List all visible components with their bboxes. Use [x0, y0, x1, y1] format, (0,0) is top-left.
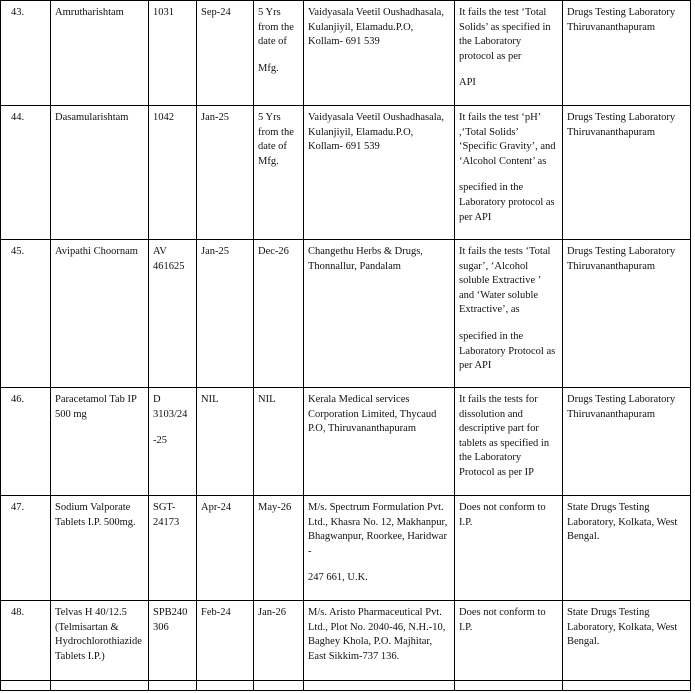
- drug-name-text: Dasamularishtam: [55, 112, 129, 123]
- batch-number-cell: [149, 240, 197, 388]
- drug-name-text: Sodium Valporate Tablets I.P. 500mg.: [55, 502, 136, 528]
- drug-name-cell: [51, 388, 149, 496]
- drug-name-cell: [51, 106, 149, 240]
- reason-text: Does not conform to I.P.: [459, 502, 546, 528]
- batch-number-text: -25: [153, 435, 167, 447]
- manufacture-date-cell: Feb-24: [197, 601, 254, 681]
- table-body: [1, 1, 691, 691]
- testing-lab-text: Drugs Testing Laboratory Thiruvananthapuram: [567, 7, 676, 33]
- expiry-date-text: Dec-26: [258, 246, 289, 257]
- manufacturer-text: Kerala Medical services Corporation Limited, Thycaud P.O, Thiruvananthapuram: [308, 394, 437, 435]
- reason-text: specified in the Laboratory Protocol as per API: [459, 330, 556, 372]
- serial-number-cell: 44.: [1, 106, 51, 240]
- manufacture-date-cell: Apr-24: [197, 496, 254, 601]
- table-row-partial: [1, 681, 691, 691]
- expiry-date-cell: [254, 388, 304, 496]
- batch-number-text: SGT- 24173: [153, 502, 180, 528]
- batch-number-text: AV 461625: [153, 246, 185, 272]
- drug-name-text: Telvas H 40/12.5 (Telmisartan & Hydrochlorothiazide Tablets I.P.): [55, 607, 142, 662]
- testing-lab-cell: [563, 601, 691, 681]
- batch-number-cell: [149, 388, 197, 496]
- reason-cell: [455, 496, 563, 601]
- testing-lab-text: Drugs Testing Laboratory Thiruvananthapuram: [567, 112, 676, 138]
- serial-number-cell: 46.: [1, 388, 51, 496]
- manufacture-date-cell: Sep-24: [197, 1, 254, 106]
- testing-lab-text: Drugs Testing Laboratory Thiruvananthapuram: [567, 246, 676, 272]
- reason-text: specified in the Laboratory protocol as per API: [459, 182, 555, 223]
- batch-number-text: 1042: [153, 112, 174, 123]
- manufacturer-text: Vaidyasala Veetil Oushadhasala, Kulanjiyil, Elamadu.P.O, Kollam- 691 539: [308, 7, 444, 48]
- batch-number-cell: [149, 601, 197, 681]
- batch-number-text: SPB240 306: [153, 607, 188, 633]
- testing-lab-cell: [563, 496, 691, 601]
- reason-text: It fails the tests for dissolution and descriptive part for tablets as specified in the Laboratory Protocol as per IP: [459, 394, 550, 478]
- manufacturer-text: M/s. Aristo Pharmaceutical Pvt. Ltd., Plot No. 2040-46, N.H.-10, Baghey Khola, P.O. Majhitar, East Sikkim-737 136.: [308, 607, 446, 662]
- reason-cell: [455, 388, 563, 496]
- testing-lab-cell: [563, 388, 691, 496]
- table-row: [1, 496, 691, 601]
- testing-lab-text: State Drugs Testing Laboratory, Kolkata, West Bengal.: [567, 607, 678, 648]
- table-row: [1, 240, 691, 388]
- reason-text: Does not conform to I.P.: [459, 607, 546, 633]
- table-row: [1, 106, 691, 240]
- drug-name-text: Amrutharishtam: [55, 7, 124, 18]
- testing-lab-cell: [563, 106, 691, 240]
- manufacture-date-cell: Jan-25: [197, 106, 254, 240]
- manufacturer-cell: [304, 1, 455, 106]
- expiry-date-cell: [254, 496, 304, 601]
- expiry-date-text: NIL: [258, 394, 276, 405]
- expiry-date-text: Mfg.: [258, 62, 279, 74]
- expiry-date-text: 5 Yrs from the date of Mfg.: [258, 112, 294, 167]
- serial-number-cell: 47.: [1, 496, 51, 601]
- serial-number-cell: 48.: [1, 601, 51, 681]
- empty-cell: [455, 681, 563, 691]
- empty-cell: [254, 681, 304, 691]
- empty-cell: [563, 681, 691, 691]
- expiry-date-text: Jan-26: [258, 607, 286, 618]
- empty-cell: [51, 681, 149, 691]
- table-row: [1, 1, 691, 106]
- batch-number-text: 1031: [153, 7, 174, 18]
- table-row: [1, 601, 691, 681]
- expiry-date-cell: [254, 601, 304, 681]
- drug-name-text: Paracetamol Tab IP 500 mg: [55, 394, 137, 420]
- batch-number-text: D 3103/24: [153, 394, 188, 420]
- expiry-date-cell: [254, 106, 304, 240]
- expiry-date-text: May-26: [258, 502, 292, 513]
- expiry-date-text: 5 Yrs from the date of: [258, 7, 294, 48]
- drug-name-cell: [51, 601, 149, 681]
- manufacturer-cell: [304, 240, 455, 388]
- drug-name-cell: [51, 1, 149, 106]
- drug-name-cell: [51, 496, 149, 601]
- reason-text: API: [459, 77, 476, 89]
- manufacturer-cell: [304, 496, 455, 601]
- serial-number-cell: 45.: [1, 240, 51, 388]
- batch-number-cell: [149, 1, 197, 106]
- drug-name-cell: [51, 240, 149, 388]
- reason-text: It fails the test ‘pH’ ,‘Total Solids’ ‘Specific Gravity’, and ‘Alcohol Content’ as: [459, 112, 556, 167]
- reason-cell: [455, 1, 563, 106]
- batch-number-cell: [149, 496, 197, 601]
- table-row: [1, 388, 691, 496]
- reason-text: It fails the test ‘Total Solids’ as specified in the Laboratory protocol as per: [459, 7, 551, 62]
- expiry-date-cell: [254, 1, 304, 106]
- testing-lab-text: State Drugs Testing Laboratory, Kolkata, West Bengal.: [567, 502, 678, 543]
- manufacturer-text: M/s. Spectrum Formulation Pvt. Ltd., Khasra No. 12, Makhanpur, Bhagwanpur, Roorkee, Haridwar -: [308, 502, 448, 557]
- reason-text: It fails the tests ‘Total sugar’, ‘Alcohol soluble Extractive ’ and ‘Water soluble Extractive’, as: [459, 246, 551, 316]
- empty-cell: [1, 681, 51, 691]
- testing-lab-cell: [563, 1, 691, 106]
- expiry-date-cell: [254, 240, 304, 388]
- manufacturer-text: Changethu Herbs & Drugs, Thonnallur, Pandalam: [308, 246, 423, 272]
- testing-lab-text: Drugs Testing Laboratory Thiruvananthapuram: [567, 394, 676, 420]
- batch-number-cell: [149, 106, 197, 240]
- empty-cell: [197, 681, 254, 691]
- manufacture-date-cell: Jan-25: [197, 240, 254, 388]
- manufacturer-cell: [304, 388, 455, 496]
- manufacturer-cell: [304, 106, 455, 240]
- testing-lab-cell: [563, 240, 691, 388]
- drug-name-text: Avipathi Choornam: [55, 246, 138, 257]
- manufacturer-text: Vaidyasala Veetil Oushadhasala, Kulanjiyil, Elamadu.P.O, Kollam- 691 539: [308, 112, 444, 153]
- serial-number-cell: 43.: [1, 1, 51, 106]
- reason-cell: [455, 601, 563, 681]
- empty-cell: [304, 681, 455, 691]
- manufacturer-text: 247 661, U.K.: [308, 572, 368, 584]
- manufacture-date-cell: NIL: [197, 388, 254, 496]
- reason-cell: [455, 106, 563, 240]
- manufacturer-cell: [304, 601, 455, 681]
- reason-cell: [455, 240, 563, 388]
- empty-cell: [149, 681, 197, 691]
